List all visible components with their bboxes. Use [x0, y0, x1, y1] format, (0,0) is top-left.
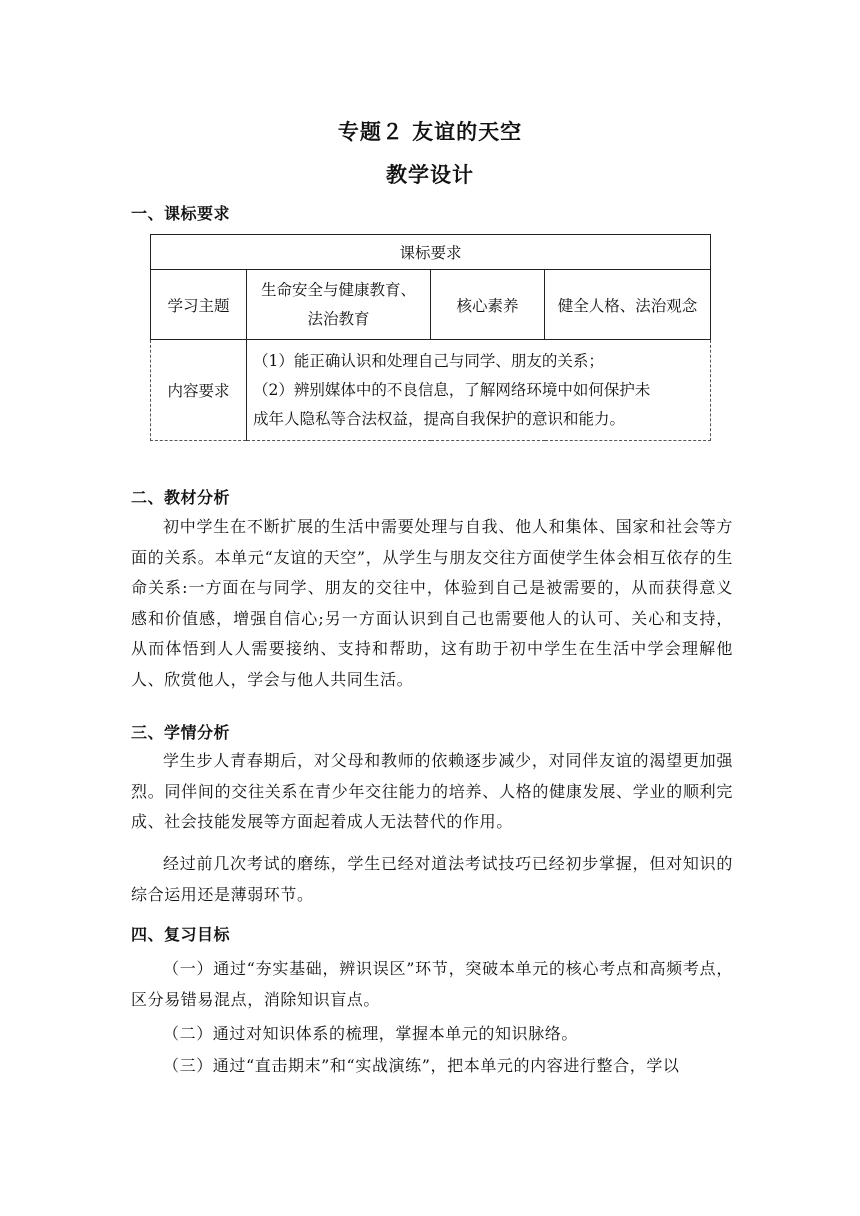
review-goal-1: （一）通过“夯实基础，辨识误区”环节，突破本单元的核心考点和高频考点，区分易错易混点，消除知识盲点。 [131, 959, 733, 1009]
document-title: 专题２ 友谊的天空 [337, 120, 523, 144]
document-subtitle: 教学设计 [386, 163, 474, 187]
content-line-3: 成年人隐私等合法权益，提高自我保护的意识和能力。 [253, 409, 626, 428]
table-cell-topic-label: 学习主题 [151, 270, 247, 340]
student-analysis-paragraph-2: 经过前几次考试的磨练，学生已经对道法考试技巧已经初步掌握，但对知识的综合运用还是薄弱环节。 [131, 854, 733, 904]
section-heading-curriculum: 一、课标要求 [131, 204, 231, 223]
content-line-1: （1）能正确认识和处理自己与同学、朋友的关系； [253, 351, 604, 370]
section-heading-students: 三、学情分析 [131, 723, 231, 742]
content-line-2: （2）辨别媒体中的不良信息，了解网络环境中如何保护未 [253, 380, 651, 399]
student-analysis-paragraph-1: 学生步人青春期后，对父母和教师的依赖逐步减少，对同伴友谊的渴望更加强烈。同伴间的交往关系在青少年交往能力的培养、人格的健康发展、学业的顺利完成、社会技能发展等方面起着成人无法替代的作用。 [131, 751, 733, 831]
table-header: 课标要求 [151, 235, 711, 270]
curriculum-table [150, 234, 711, 441]
section-heading-material: 二、教材分析 [131, 488, 231, 507]
table-cell-content-label: 内容要求 [151, 340, 247, 441]
table-cell-content-value [247, 340, 711, 441]
table-cell-topic-value [247, 270, 431, 340]
topic-line-1: 生命安全与健康教育、 [260, 280, 416, 299]
topic-line-2: 法治教育 [307, 309, 370, 328]
review-goal-2: （二）通过对知识体系的梳理，掌握本单元的知识脉络。 [163, 1024, 579, 1043]
section-heading-goals: 四、复习目标 [131, 925, 231, 944]
review-goal-3: （三）通过“直击期末”和“实战演练”，把本单元的内容进行整合，学以 [163, 1056, 680, 1075]
table-cell-core-value: 健全人格、法治观念 [545, 270, 711, 340]
table-cell-core-label: 核心素养 [431, 270, 545, 340]
material-analysis-paragraph: 初中学生在不断扩展的生活中需要处理与自我、他人和集体、国家和社会等方面的关系。本单元“友谊的天空”，从学生与朋友交往方面使学生体会相互依存的生命关系:一方面在与同学、朋友的交往中，体验到自己是被需要的，从而获得意义感和价值感，增强自信心;另一方面认识到自己也需要他人的认可、关心和支持，从而体悟到人人需要接纳、支持和帮助，这有助于初中学生在生活中学会理解他人、欣赏他人，学会与他人共同生活。 [131, 517, 733, 689]
